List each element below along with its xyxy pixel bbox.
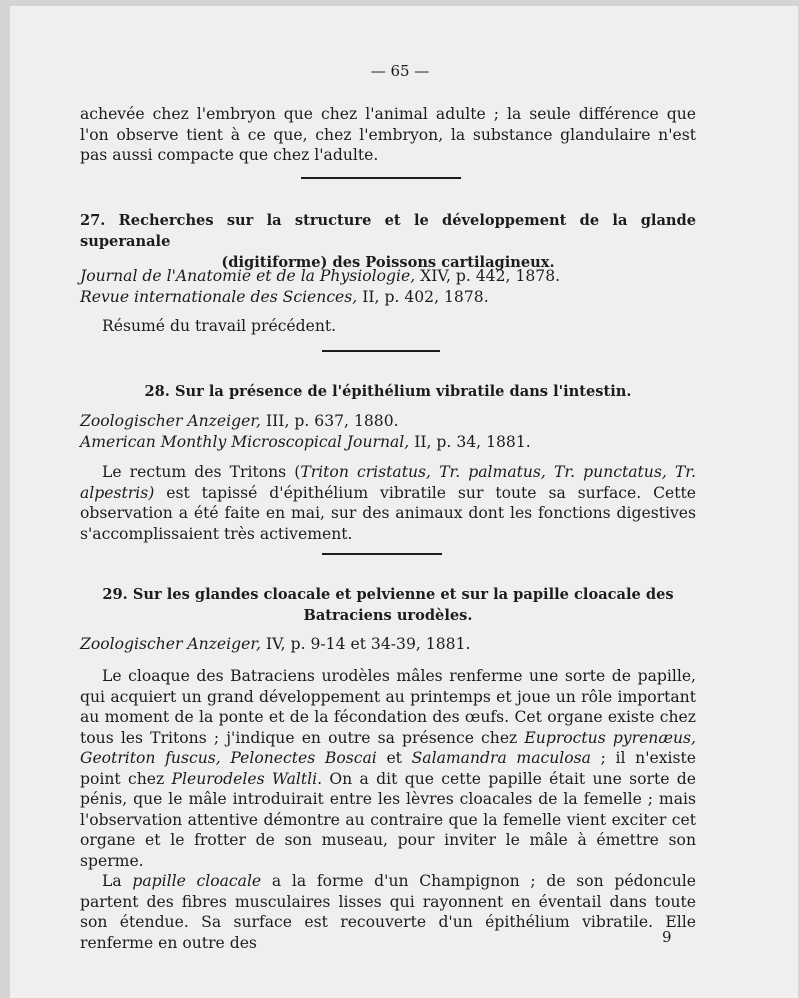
reference: Journal de l'Anatomie et de la Physiologie, XIV, p. 442, 1878. (80, 267, 561, 285)
signature-mark: 9 (662, 928, 672, 946)
paragraph: Le cloaque des Batraciens urodèles mâles renferme une sorte de papille, qui acquiert un grand développement au printemps et joue un rôle important au moment de la ponte et de la fécondation des œufs. Cet organe existe chez tous les Tritons ; j'indique en outre sa présence chez Euproctus pyrenæus, Geotriton fuscus, Pelonectes Boscai et Salamandra maculosa ; il n'existe point chez Pleurodeles Waltli. On a dit que cette papille était une sorte de pénis, que le mâle introduirait entre les lèvres cloacales de la femelle ; mais l'observation attentive démontre au contraire que la femelle vient exciter cet organe et le frotter de son museau, pour inviter le mâle à émettre son sperme. (80, 667, 697, 870)
reference: Zoologischer Anzeiger, IV, p. 9-14 et 34-39, 1881. (80, 635, 471, 653)
section-27-title: 27. Recherches sur la structure et le développement de la glande superanale (digitiforme) des Poissons cartilagineux. (80, 212, 696, 271)
section-29-title: 29. Sur les glandes cloacale et pelvienne et sur la papille cloacale des Batraciens urodèles. (102, 586, 674, 624)
section-28-references (80, 411, 696, 452)
section-28-title: 28. Sur la présence de l'épithélium vibratile dans l'intestin. (144, 383, 632, 400)
reference: American Monthly Microscopical Journal, II, p. 34, 1881. (80, 432, 531, 451)
page-number: — 65 — (370, 62, 430, 80)
section-divider (322, 553, 442, 555)
section-29-references (80, 634, 696, 655)
section-27-references (80, 266, 696, 307)
section-29-body (80, 666, 696, 953)
section-28-paragraph: Le rectum des Tritons (Triton cristatus, Tr. palmatus, Tr. punctatus, Tr. alpestris) est tapissé d'épithélium vibratile sur toute sa surface. Cette observation a été faite en mai, sur des animaux dont les fonctions digestives s'accomplissaient très activement. (80, 463, 696, 543)
reference: Zoologischer Anzeiger, III, p. 637, 1880. (80, 412, 399, 430)
section-27-summary: Résumé du travail précédent. (102, 317, 337, 335)
section-divider (322, 350, 440, 352)
paragraph: La papille cloacale a la forme d'un Champignon ; de son pédoncule partent des fibres musculaires lisses qui rayonnent en éventail dans toute son étendue. Sa surface est recouverte d'un épithélium vibratile. Elle renferme en outre des (80, 872, 697, 952)
reference: Revue internationale des Sciences, II, p. 402, 1878. (80, 287, 489, 306)
intro-paragraph: achevée chez l'embryon que chez l'animal adulte ; la seule différence que l'on observe tient à ce que, chez l'embryon, la substance glandulaire n'est pas aussi compacte que chez l'adulte. (80, 105, 696, 164)
section-divider (301, 177, 461, 179)
